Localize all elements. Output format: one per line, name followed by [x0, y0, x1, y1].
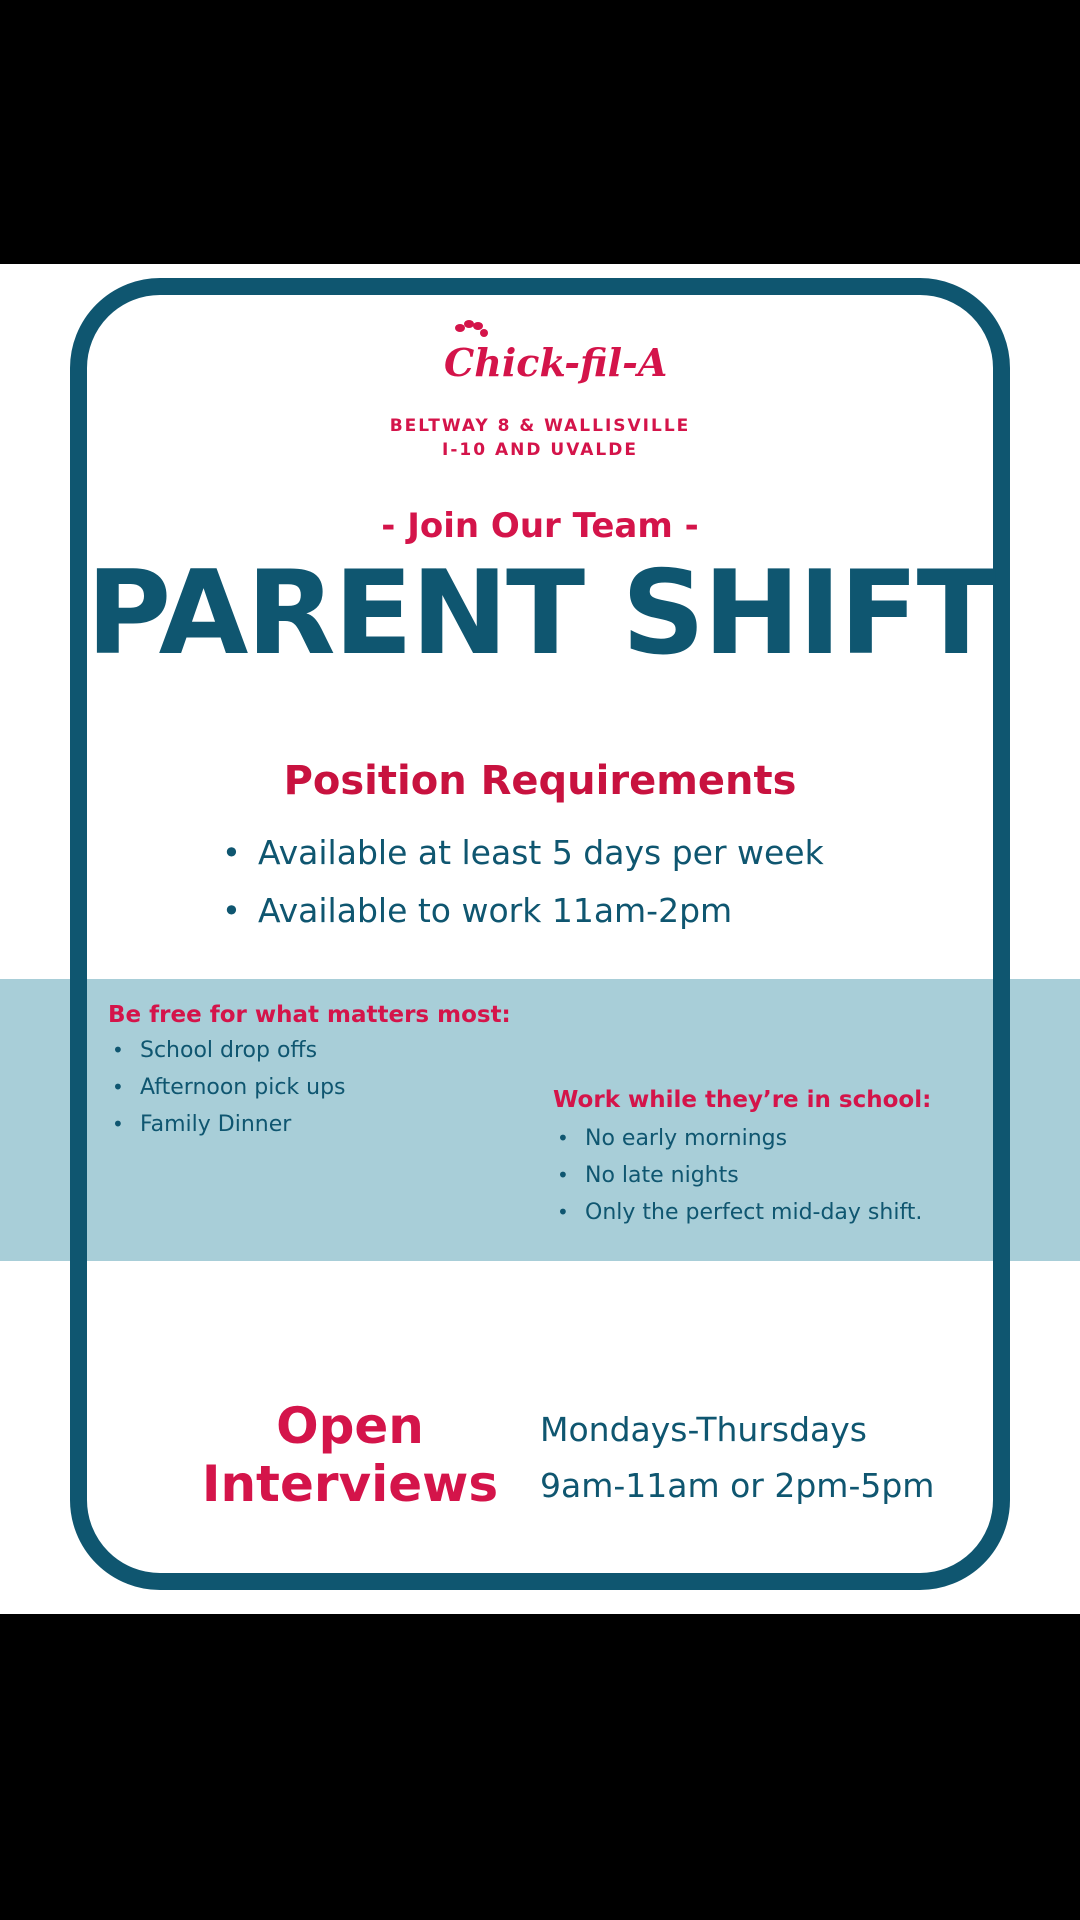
open-interviews-heading [170, 1397, 530, 1513]
list-item: • Family Dinner [108, 1106, 346, 1143]
list-item: • Afternoon pick ups [108, 1069, 346, 1106]
list-item: • Available at least 5 days per week [222, 824, 1022, 882]
list-item: • No late nights [553, 1157, 922, 1194]
job-poster [0, 264, 1080, 1614]
open-interviews-line-2: Interviews [201, 1455, 499, 1513]
requirements-heading: Position Requirements [283, 758, 797, 804]
list-item: • No early mornings [553, 1120, 922, 1157]
free-for-list [108, 1032, 346, 1143]
location-line-2: I-10 AND UVALDE [442, 440, 638, 460]
open-interviews-line-1: Open [276, 1397, 424, 1455]
interview-days: Mondays-Thursdays [540, 1410, 867, 1449]
interview-schedule [540, 1402, 1000, 1514]
work-while-list [553, 1120, 922, 1231]
location-line-1: BELTWAY 8 & WALLISVILLE [389, 416, 691, 436]
interview-hours: 9am-11am or 2pm-5pm [540, 1466, 935, 1505]
requirements-list [222, 824, 1022, 940]
chick-fil-a-logo [440, 316, 668, 390]
list-item: • School drop offs [108, 1032, 346, 1069]
free-for-heading: Be free for what matters most: [108, 1002, 511, 1028]
list-item: • Only the perfect mid-day shift. [553, 1194, 922, 1231]
poster-title: PARENT SHIFT [86, 546, 994, 681]
list-item: • Available to work 11am-2pm [222, 882, 1022, 940]
join-our-team-label: - Join Our Team - [381, 506, 699, 546]
svg-text:Chick-fil-A: Chick-fil-A [444, 340, 668, 385]
work-while-heading: Work while they’re in school: [553, 1087, 932, 1113]
